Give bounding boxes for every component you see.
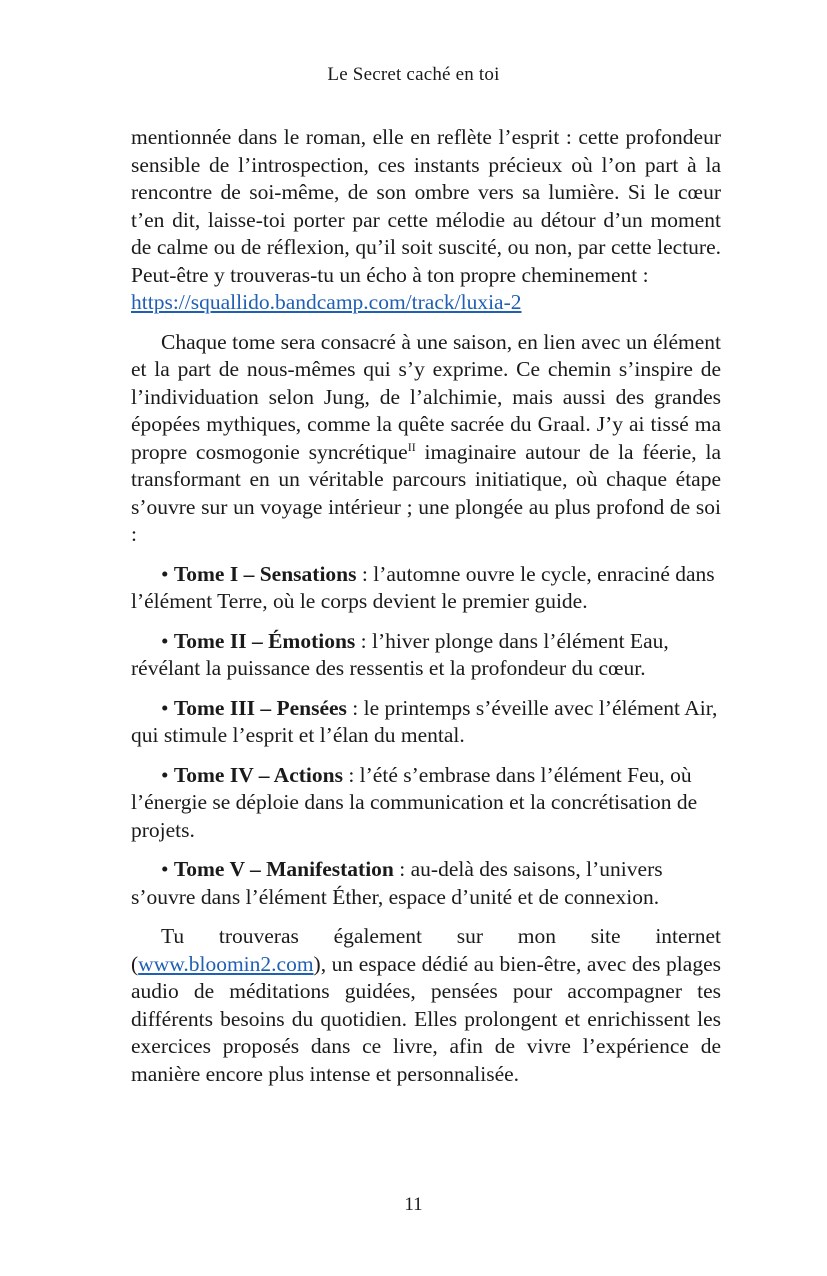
running-head-title: Le Secret caché en toi (327, 64, 500, 85)
bullet-glyph: • (161, 695, 174, 720)
tome-item (131, 561, 721, 616)
tome-description: : l’automne ouvre le cycle, enraciné dans l’élément Terre, où le corps devient le premier guide. (131, 561, 715, 613)
tome-title: Tome II – Émotions (173, 628, 356, 653)
tome-item (131, 628, 721, 683)
tome-item (131, 695, 721, 750)
footnote-marker[interactable]: II (407, 439, 416, 454)
tome-description: : l’hiver plonge dans l’élément Eau, révélant la puissance des ressentis et la profondeur du cœur. (131, 628, 669, 680)
website-link[interactable]: www.bloomin2.com (138, 951, 314, 976)
paragraph-intro-text: mentionnée dans le roman, elle en reflète l’esprit : cette profondeur sensible de l’introspection, ces instants précieux où l’on part à la rencontre de soi-même, de son ombre vers sa lumière. Si le cœur t’en dit, laisse-toi porter par cette mélodie au détour d’un moment de calme ou de réflexion, qu’il soit suscité, ou non, par cette lecture. Peut-être y trouveras-tu un écho à ton propre cheminement : (131, 125, 721, 287)
bandcamp-link[interactable]: https://squallido.bandcamp.com/track/luxia-2 (131, 290, 522, 314)
tome-title: Tome IV – Actions (173, 762, 343, 787)
tome-description: : l’été s’embrase dans l’élément Feu, où l’énergie se déploie dans la communication et la concrétisation de projets. (131, 762, 698, 842)
paragraph-tomes-intro-text-after: imaginaire autour de la féerie, la transformant en un véritable parcours initiatique, où chaque étape s’ouvre sur un voyage intérieur ; une plongée au plus profond de soi : (131, 439, 721, 546)
paragraph-closing-before: Tu trouveras également sur mon site internet ( (131, 924, 721, 976)
tome-title: Tome I – Sensations (173, 561, 357, 586)
paragraph-tomes-intro (131, 329, 721, 549)
paragraph-closing (131, 923, 721, 1088)
tome-description: : le printemps s’éveille avec l’élément Air, qui stimule l’esprit et l’élan du mental. (131, 695, 718, 747)
paragraph-closing-after: ), un espace dédié au bien-être, avec des plages audio de méditations guidées, pensées pour accompagner tes différents besoins du quotidien. Elles prolongent et enrichissent les exercices proposés dans ce livre, afin de vivre l’expérience de manière encore plus intense et personnalisée. (131, 951, 721, 1086)
bullet-glyph: • (161, 561, 174, 586)
page-number: 11 (404, 1194, 423, 1215)
paragraph-tomes-intro-text: Chaque tome sera consacré à une saison, en lien avec un élément et la part de nous-mêmes qui s’y exprime. Ce chemin s’inspire de l’individuation selon Jung, de l’alchimie, mais aussi des grandes épopées mythiques, comme la quête sacrée du Graal. J’y ai tissé ma propre cosmogonie syncrétique (131, 329, 721, 464)
tome-title: Tome III – Pensées (173, 695, 347, 720)
tome-item (131, 856, 721, 911)
tome-title: Tome V – Manifestation (173, 857, 394, 881)
tome-description: : au-delà des saisons, l’univers s’ouvre dans l’élément Éther, espace d’unité et de connexion. (131, 857, 663, 909)
page-body (131, 124, 721, 1088)
paragraph-intro (131, 124, 721, 317)
tome-item (131, 762, 721, 845)
bullet-glyph: • (161, 857, 174, 881)
bullet-glyph: • (161, 762, 174, 787)
bullet-glyph: • (161, 628, 174, 653)
